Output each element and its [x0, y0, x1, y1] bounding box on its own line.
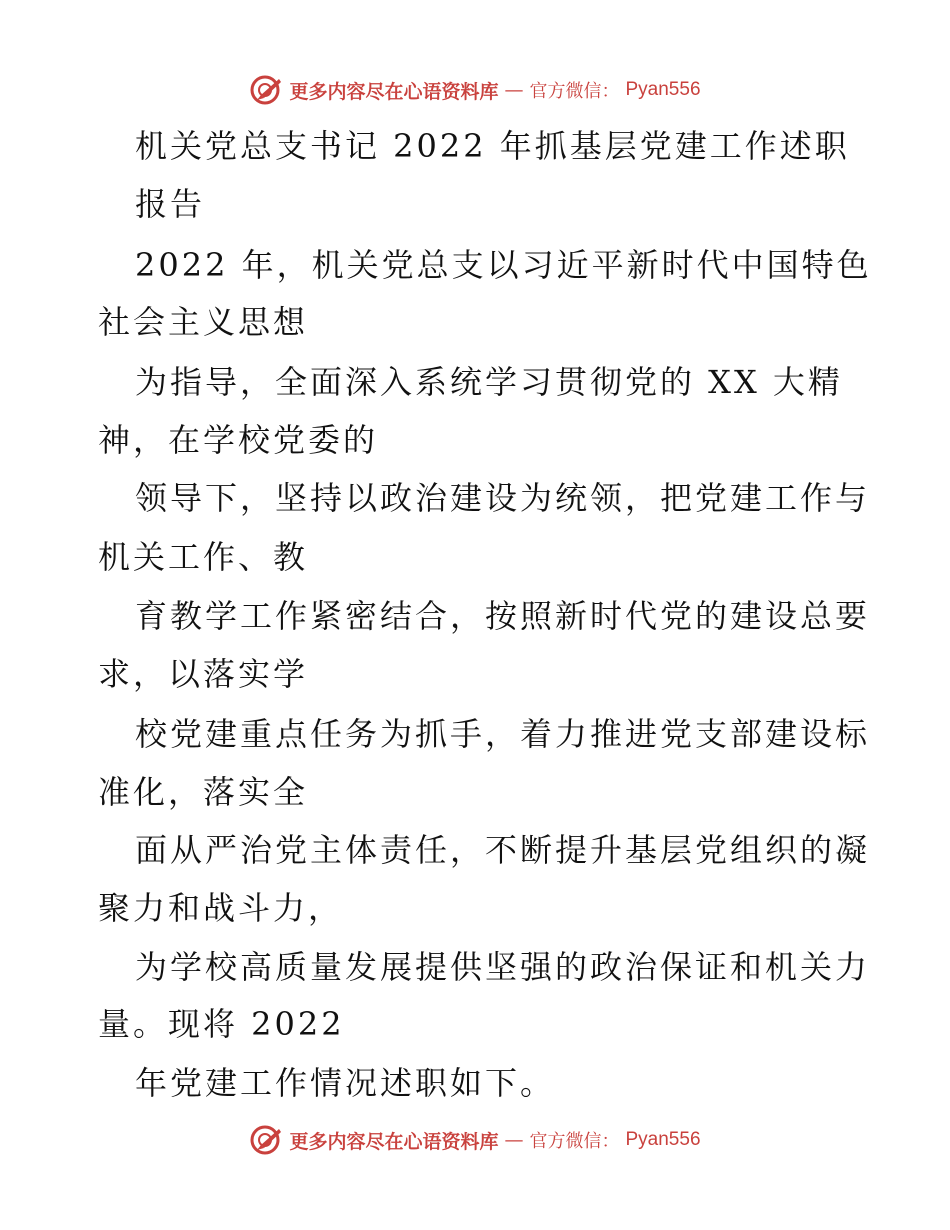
doc-line: 校党建重点任务为抓手，着力推进党支部建设标: [135, 715, 871, 753]
banner-site-text: 更多内容尽在心语资料库: [289, 1130, 499, 1153]
doc-line: 为指导，全面深入系统学习贯彻党的 XX 大精: [135, 363, 843, 401]
doc-line: 聚力和战斗力，: [98, 889, 344, 927]
banner-dash: —: [504, 79, 524, 101]
doc-line: 神，在学校党委的: [98, 421, 379, 459]
banner-dash: —: [504, 1129, 524, 1151]
doc-line: 育教学工作紧密结合，按照新时代党的建设总要: [135, 597, 871, 635]
banner-inner: [249, 1123, 700, 1157]
footer-banner: [0, 1120, 950, 1160]
doc-title-line-2: 报告: [135, 185, 206, 223]
logo-pen-icon: [249, 1123, 283, 1157]
doc-line: 年党建工作情况述职如下。: [135, 1064, 556, 1102]
doc-line: 为学校高质量发展提供坚强的政治保证和机关力: [135, 948, 871, 986]
doc-title-line-1: 机关党总支书记 2022 年抓基层党建工作述职: [135, 127, 850, 165]
banner-wechat-id: Pyan556: [625, 1129, 701, 1150]
banner-official-label: 官方微信：: [529, 81, 620, 102]
banner-official-label: 官方微信：: [529, 1131, 620, 1152]
doc-line: 量。现将 2022: [98, 1005, 345, 1043]
logo-pen-icon: [249, 73, 283, 107]
banner-site-text: 更多内容尽在心语资料库: [289, 80, 499, 103]
doc-line: 机关工作、教: [98, 538, 309, 576]
doc-line: 2022 年，机关党总支以习近平新时代中国特色: [135, 246, 872, 284]
banner-inner: [249, 73, 700, 107]
doc-line: 领导下，坚持以政治建设为统领，把党建工作与: [135, 479, 871, 517]
header-banner: [0, 70, 950, 110]
banner-wechat-id: Pyan556: [625, 79, 701, 100]
doc-line: 求，以落实学: [98, 655, 309, 693]
doc-line: 社会主义思想: [98, 303, 309, 341]
doc-line: 准化，落实全: [98, 773, 309, 811]
doc-line: 面从严治党主体责任，不断提升基层党组织的凝: [135, 831, 871, 869]
